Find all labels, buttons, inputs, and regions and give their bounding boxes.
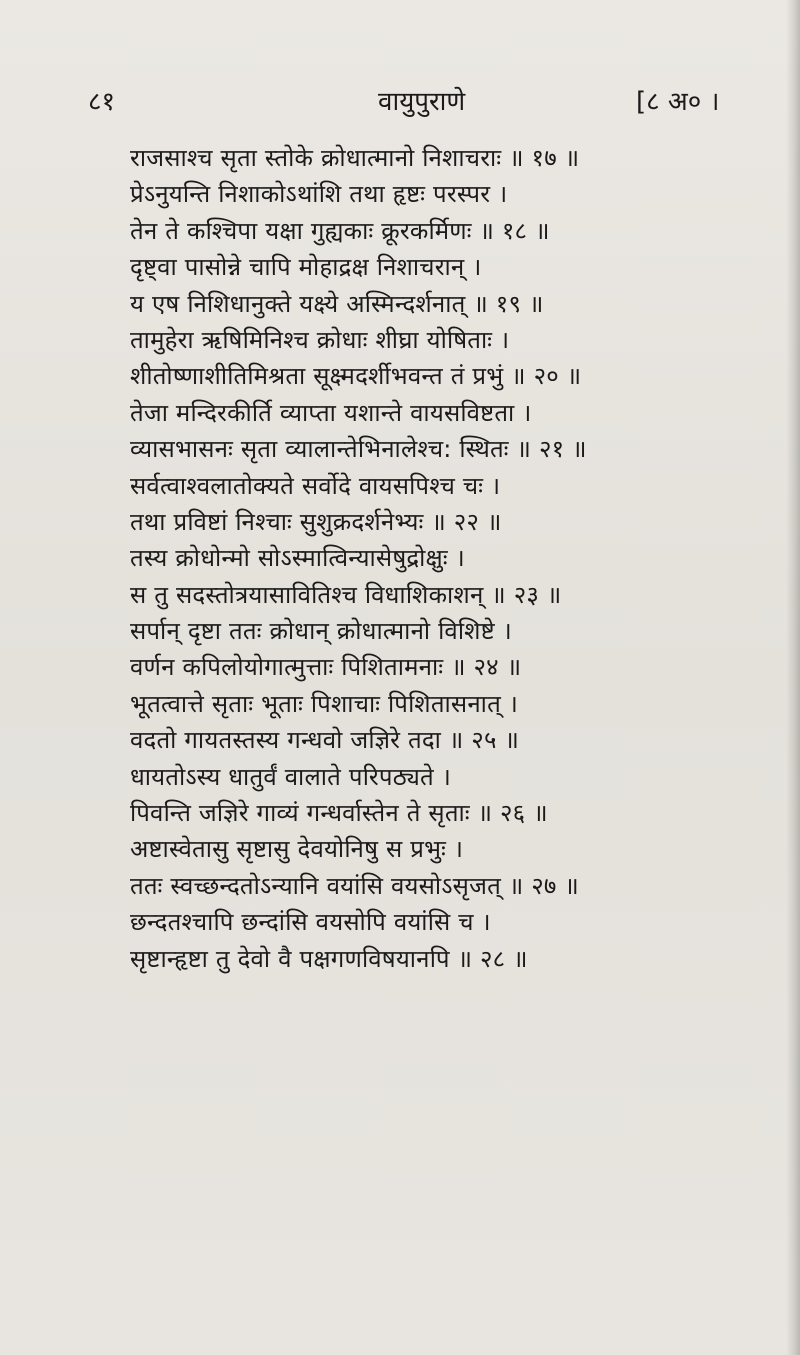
verse-line: छन्दतश्चापि छन्दांसि वयसोपि वयांसि च । (130, 908, 491, 937)
verse-line: अष्टास्वेतासु सृष्टासु देवयोनिषु स प्रभुः । (130, 835, 464, 864)
verse-line: धायतोऽस्य धातुर्वं वालाते परिपठ्यते । (130, 762, 452, 791)
verse-line: राजसाश्च सृता स्तोके क्रोधात्मानो निशाचराः ॥ १७ ॥ (130, 144, 580, 172)
verse-text-block (130, 140, 770, 977)
page-header (88, 82, 728, 122)
running-title: वायुपुराणे (378, 87, 466, 117)
verse-line: तथा प्रविष्टां निश्चाः सुशुक्रदर्शनेभ्यः ॥ २२ ॥ (130, 507, 502, 536)
verse-line: सर्पान् दृष्टा ततः क्रोधान् क्रोधात्मानो विशिष्टे । (130, 617, 512, 646)
verse-line: सृष्टान्हृष्टा तु देवो वै पक्षगणविषयानपि ॥ २८ ॥ (130, 944, 528, 973)
section-reference: [८ अ० । (636, 87, 720, 117)
verse-line: ततः स्वच्छन्दतोऽन्यानि वयांसि वयसोऽसृजत् ॥ २७ ॥ (130, 871, 579, 900)
verse-line: पिवन्ति जज्ञिरे गाव्यं गन्धर्वास्तेन ते सृताः ॥ २६ ॥ (130, 799, 548, 828)
verse-line: य एष निशिधानुक्ते यक्ष्ये अस्मिन्दर्शनात् ॥ १९ ॥ (130, 289, 544, 318)
verse-line: सर्वत्वाश्वलातोक्यते सर्वोदे वायसपिश्च चः । (130, 471, 501, 500)
verse-line: तेजा मन्दिरकीर्ति व्याप्ता यशान्ते वायसविष्टता । (130, 398, 532, 427)
verse-line: स तु सदस्तोत्रयासावितिश्च विधाशिकाशन् ॥ २३ ॥ (130, 580, 562, 609)
page-edge-shadow (786, 0, 800, 1355)
verse-line: प्रेऽनुयन्ति निशाकोऽथांशि तथा हृष्टः परस्पर । (130, 180, 508, 209)
verse-line: तामुहेरा ऋषिमिनिश्च क्रोधाः शीघ्रा योषिताः । (130, 325, 510, 354)
verse-line: व्यासभासनः सृता व्यालान्तेभिनालेश्च: स्थितः ॥ २१ ॥ (130, 435, 587, 464)
verse-line: वदतो गायतस्तस्य गन्धवो जज्ञिरे तदा ॥ २५ ॥ (130, 726, 520, 755)
verse-line: तस्य क्रोधोन्मो सोऽस्मात्विन्यासेषुद्रोक्षुः । (130, 544, 465, 573)
verse-line: वर्णन कपिलोयोगात्मुत्ताः पिशितामनाः ॥ २४ ॥ (130, 653, 522, 682)
verse-line: दृष्ट्वा पासोन्ने चापि मोहाद्रक्ष निशाचरान् । (130, 253, 482, 282)
verse-line: भूतत्वात्ते सृताः भूताः पिशाचाः पिशितासनात् । (130, 689, 519, 718)
verse-line: तेन ते कश्चिपा यक्षा गुह्यकाः क्रूरकर्मिणः ॥ १८ ॥ (130, 216, 550, 245)
verse-line: शीतोष्णाशीतिमिश्रता सूक्ष्मदर्शीभवन्त तं प्रभुं ॥ २० ॥ (130, 362, 582, 391)
page-number: ८१ (88, 87, 116, 117)
